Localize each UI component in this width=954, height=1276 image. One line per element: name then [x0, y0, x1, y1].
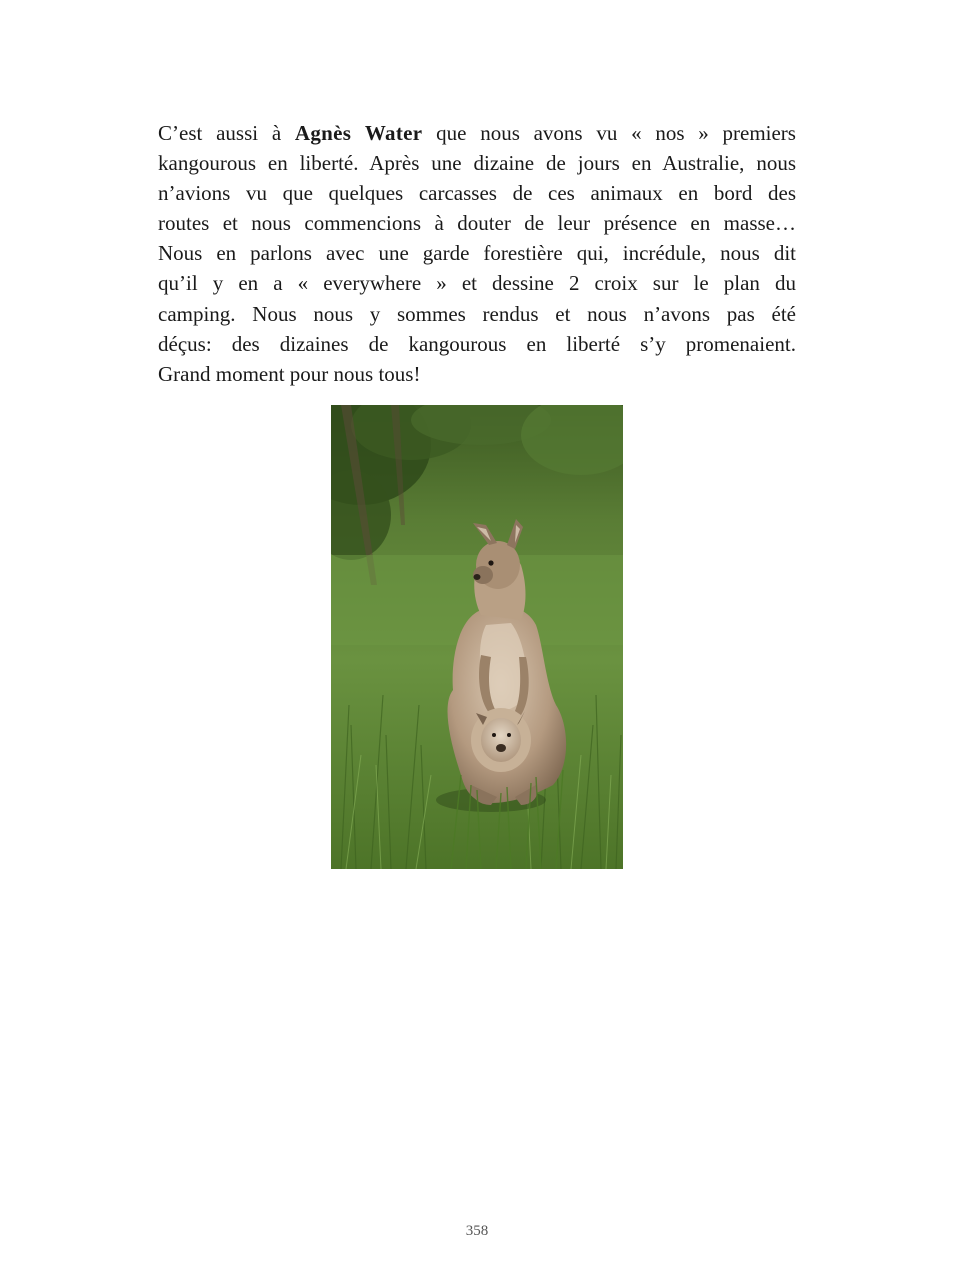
paragraph-line: qu’il y en a « everywhere » et dessine 2 croix sur le plan du: [158, 271, 796, 296]
paragraph-line: n’avions vu que quelques carcasses de ces animaux en bord des: [158, 181, 796, 206]
paragraph-line: camping. Nous nous y sommes rendus et nous n’avons pas été: [158, 301, 796, 326]
body-paragraph: [158, 118, 796, 389]
place-name-bold: Agnès Water: [294, 121, 423, 145]
paragraph-line: déçus: des dizaines de kangourous en liberté s’y promenaient.: [158, 331, 796, 356]
paragraph-line: kangourous en liberté. Après une dizaine de jours en Australie, nous: [158, 151, 796, 176]
paragraph-line: routes et nous commencions à douter de leur présence en masse…: [158, 211, 796, 236]
paragraph-line: [158, 118, 796, 148]
paragraph-line: Grand moment pour nous tous!: [158, 361, 421, 386]
kangaroo-photo: [331, 405, 623, 869]
line-text-after: que nous avons vu « nos » premiers: [422, 121, 796, 145]
kangaroo-with-joey-icon: [331, 405, 623, 869]
page-number: 358: [465, 1223, 489, 1239]
line-text-before: C’est aussi à: [158, 121, 295, 145]
paragraph-line: Nous en parlons avec une garde forestière qui, incrédule, nous dit: [158, 241, 796, 266]
